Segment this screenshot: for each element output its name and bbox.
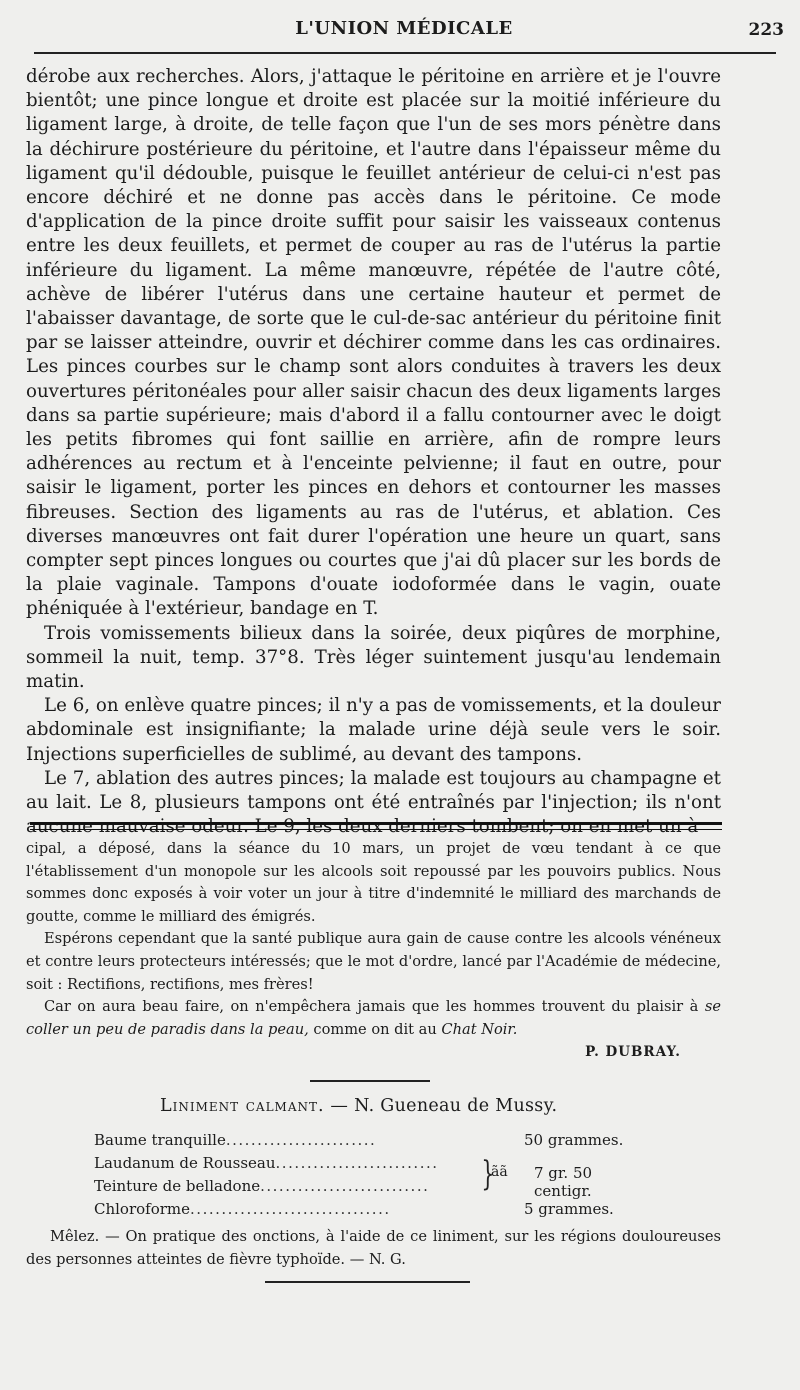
- author-signature: P. DUBRAY.: [585, 1044, 681, 1061]
- shared-prefix: ãã: [491, 1164, 508, 1180]
- ingredient-row: [94, 1177, 654, 1200]
- recipe-ingredients: [94, 1131, 654, 1223]
- leader-dots: ..........................: [275, 1154, 439, 1172]
- closing-text-middle: comme on dit au: [308, 1020, 442, 1038]
- ingredient-quantity: 5 grammes.: [524, 1200, 614, 1218]
- leader-dots: ........................: [225, 1131, 377, 1149]
- leader-dots: ................................: [190, 1200, 391, 1218]
- short-divider: [310, 1080, 430, 1082]
- bottom-divider: [265, 1281, 470, 1283]
- header-rule: [34, 52, 776, 54]
- main-paragraph: Le 6, on enlève quatre pinces; il n'y a pas de vomissements, et la douleur abdominale est insignifiante; la malade urine déjà seule vers le soir. Injections superficielles de sublimé, au devant des tampons.: [26, 695, 721, 765]
- ingredient-row: [94, 1131, 654, 1154]
- page-header: [24, 18, 784, 48]
- footnote-paragraph: Espérons cependant que la santé publique aura gain de cause contre les alcools vénéneux et contre leurs protecteurs intéressés; que le mot d'ordre, lancé par l'Académie de médecine, soit : Rectifions, rectifions, mes frères!: [26, 930, 721, 993]
- main-paragraph: Le 7, ablation des autres pinces; la malade est toujours au champagne et au lait. Le 8, plusieurs tampons ont été entraînés par l'injection; ils n'ont aucune mauvaise odeur. Le 9, les deux derniers tombent; on en met un à: [26, 767, 721, 838]
- footnote-paragraph: cipal, a déposé, dans la séance du 10 mars, un projet de vœu tendant à ce que l'établissement d'un monopole sur les alcools soit repoussé par les pouvoirs publics. Nous sommes donc exposés à voir voter un jour à titre d'indemnité le milliard des marchands de goutte, comme le milliard des émigrés.: [26, 840, 721, 925]
- recipe-title-name: Liniment calmant.: [160, 1096, 325, 1116]
- bleed-through-edge: [726, 80, 798, 1360]
- footnote-closing: [26, 996, 721, 1041]
- recipe-title-author: — N. Gueneau de Mussy.: [324, 1096, 558, 1116]
- ingredient-name: Laudanum de Rousseau: [94, 1154, 276, 1172]
- page-number: 223: [748, 20, 784, 40]
- recipe-title: [160, 1096, 720, 1116]
- main-paragraph: Trois vomissements bilieux dans la soirée, deux piqûres de morphine, sommeil la nuit, temp. 37°8. Très léger suintement jusqu'au lendemain matin.: [26, 622, 721, 693]
- ingredient-name: Chloroforme: [94, 1200, 191, 1218]
- grouping-brace: }: [481, 1154, 495, 1194]
- shared-quantity: 7 gr. 50 centigr.: [534, 1164, 593, 1200]
- main-paragraph: dérobe aux recherches. Alors, j'attaque le péritoine en arrière et je l'ouvre bientôt; une pince longue et droite est placée sur la moitié inférieure du ligament large, à droite, de telle façon que l'un de ses mors pénètre dans la déchirure postérieure du péritoine, et l'autre dans l'épaisseur même du ligament qu'il dédouble, puisque le feuillet antérieur de celui-ci n'est pas encore déchiré et ne donne pas accès dans le péritoine. Ce mode d'application de la pince droite suffit pour saisir les vaisseaux contenus entre les deux feuillets, et permet de couper au ras de l'utérus la partie inférieure du ligament. La même manœuvre, répétée de l'autre côté, achève de libérer l'utérus dans une certaine hauteur et permet de l'abaisser davantage, de sorte que le cul-de-sac antérieur du péritoine finit par se laisser atteindre, ouvrir et déchirer comme dans les cas ordinaires. Les pinces courbes sur le champ sont alors conduites à travers les deux ouvertures péritonéales pour aller saisir chacun des deux ligaments larges dans sa partie supérieure; mais d'abord il a fallu contourner avec le doigt les petits fibromes qui font saillie en arrière, afin de rompre leurs adhérences au rectum et à l'enceinte pelvienne; il faut en outre, pour saisir le ligament, porter les pinces en dehors et contourner les masses fibreuses. Section des ligaments au ras de l'utérus, et ablation. Ces diverses manœuvres ont fait durer l'opération une heure un quart, sans compter sept pinces longues ou courtes que j'ai dû placer sur les bords de la plaie vaginale. Tampons d'ouate iodoformée dans le vagin, ouate phéniquée à l'extérieur, bandage en T.: [26, 66, 721, 620]
- journal-title: L'UNION MÉDICALE: [295, 18, 513, 39]
- feuilleton-text: [26, 838, 721, 1064]
- leader-dots: ...........................: [260, 1177, 430, 1195]
- usage-instructions: [26, 1226, 721, 1271]
- usage-text: Mêlez. — On pratique des onctions, à l'aide de ce liniment, sur les régions douloureuses des personnes atteintes de fièvre typhoïde. — N. G.: [26, 1228, 721, 1268]
- ingredient-quantity: 50 grammes.: [524, 1131, 624, 1149]
- closing-text: Car on aura beau faire, on n'empêchera jamais que les hommes trouvent du plaisir à: [44, 998, 705, 1016]
- ingredient-name: Baume tranquille: [94, 1131, 226, 1149]
- closing-italic: se coller un peu de paradis dans la peau,: [26, 998, 721, 1038]
- section-divider: [30, 822, 722, 830]
- ingredient-name: Teinture de belladone: [94, 1177, 261, 1195]
- ingredient-row: [94, 1200, 654, 1223]
- closing-italic-chat-noir: Chat Noir.: [441, 1020, 518, 1038]
- main-article-text: [26, 65, 721, 840]
